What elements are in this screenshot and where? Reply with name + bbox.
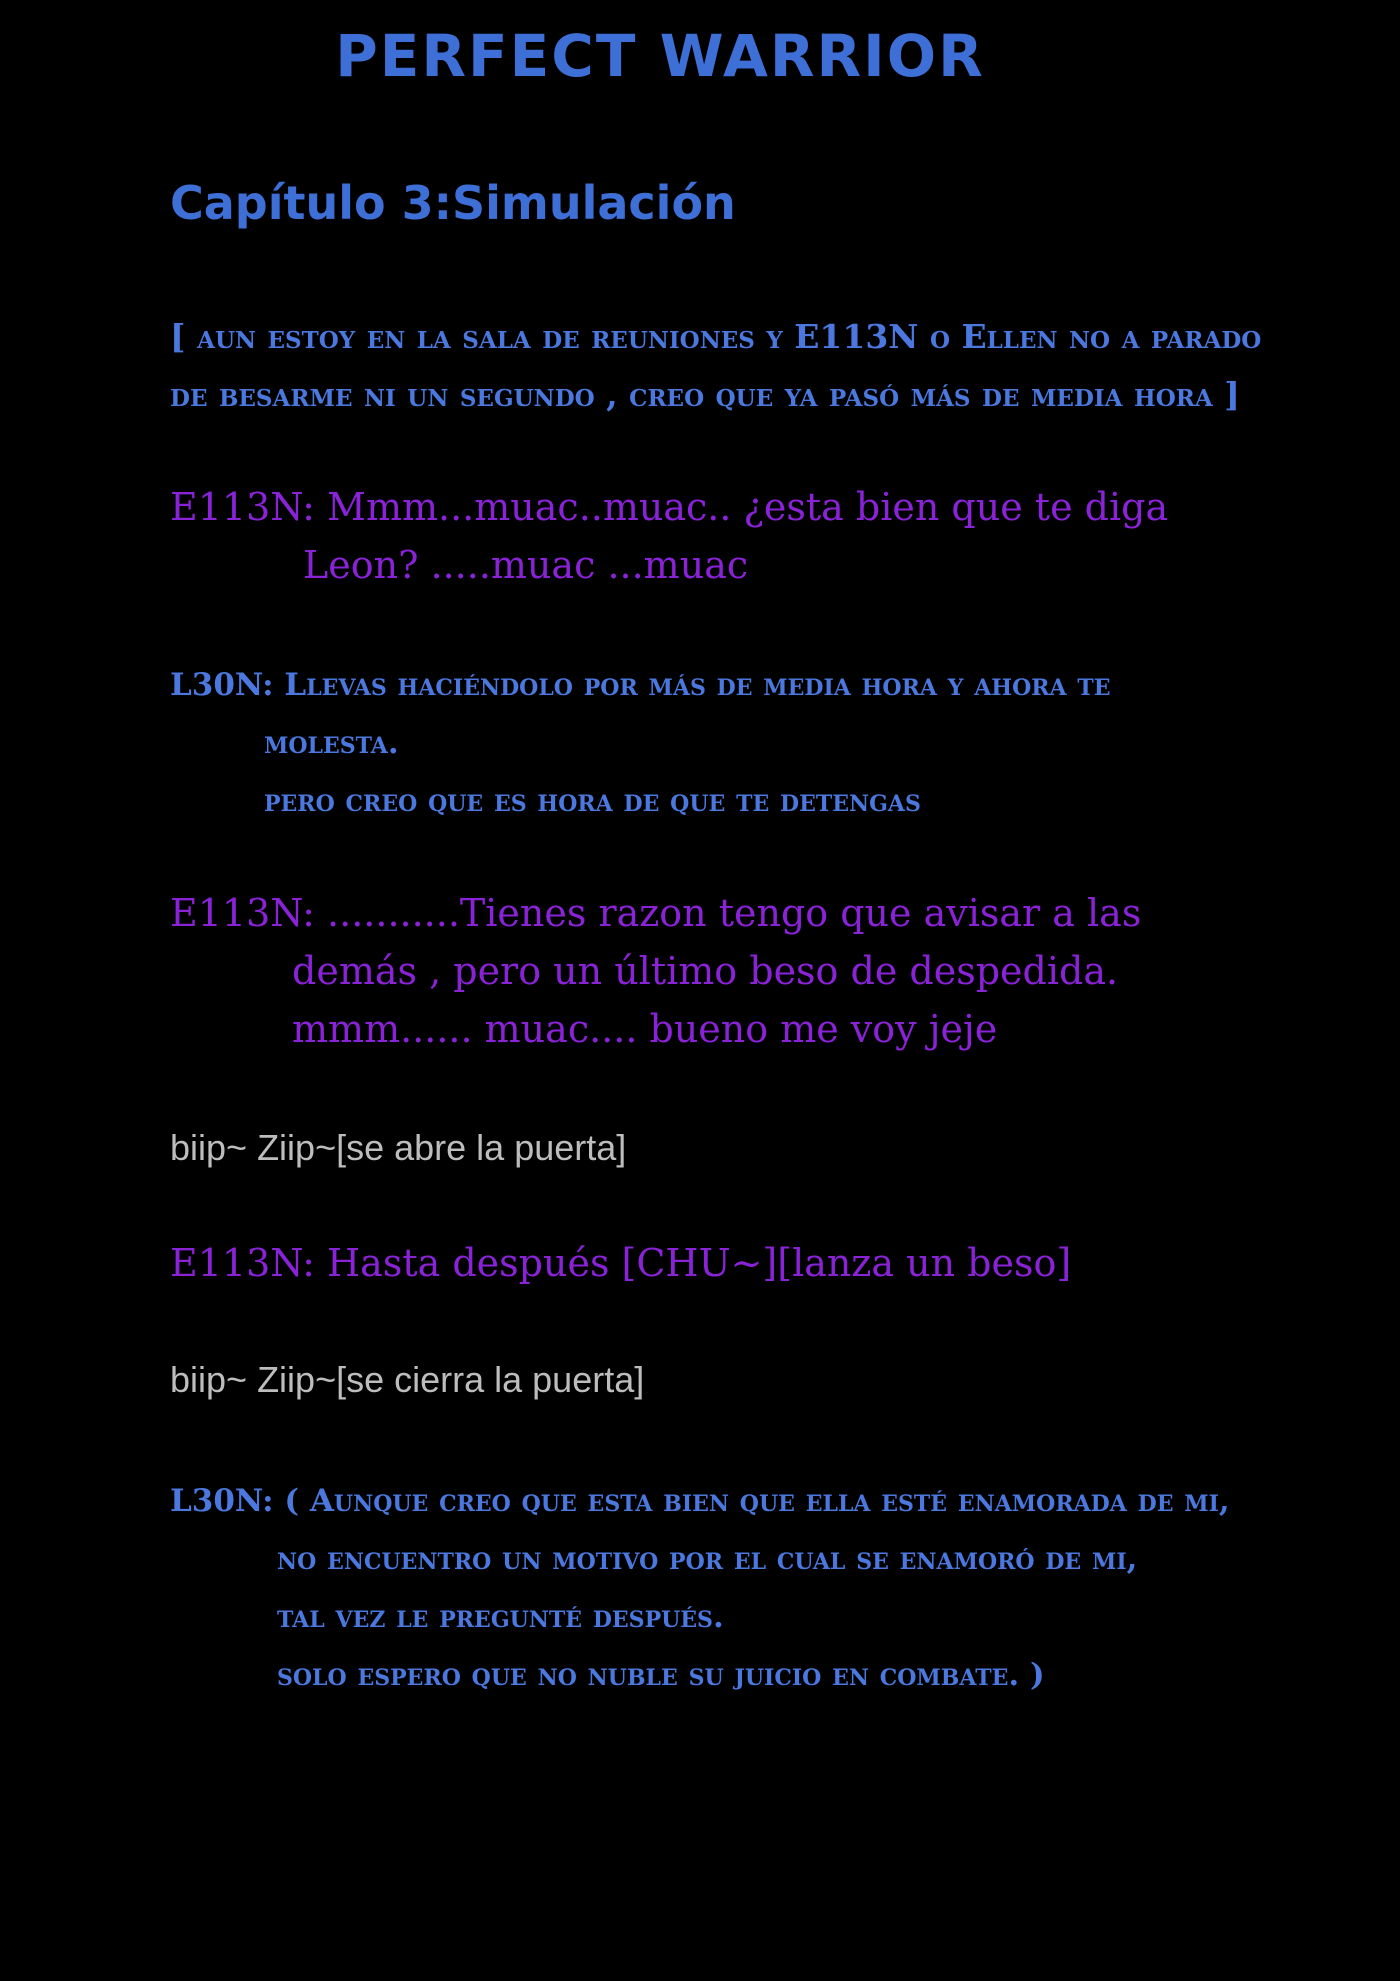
dialogue-line: L30N: ( Aunque creo que esta bien que ella esté enamorada de mi, bbox=[170, 1483, 1230, 1519]
ellen-dialogue-1 bbox=[170, 478, 1300, 594]
narration-line: de besarme ni un segundo , creo que ya pasó más de media hora ] bbox=[170, 375, 1240, 414]
ellen-dialogue-2 bbox=[170, 884, 1300, 1058]
dialogue-line: pero creo que es hora de que te detengas bbox=[264, 783, 921, 819]
dialogue-line: E113N: Hasta después [CHU~][lanza un beso] bbox=[170, 1241, 1072, 1285]
sfx-line: biip~ Ziip~[se abre la puerta] bbox=[170, 1127, 627, 1168]
dialogue-line: molesta. bbox=[264, 725, 399, 761]
dialogue-line: L30N: Llevas haciéndolo por más de media hora y ahora te bbox=[170, 667, 1111, 703]
dialogue-line: mmm...... muac.... bueno me voy jeje bbox=[292, 1007, 998, 1051]
dialogue-line: E113N: Mmm...muac..muac.. ¿esta bien que te diga bbox=[170, 485, 1169, 529]
dialogue-line: demás , pero un último beso de despedida. bbox=[292, 949, 1119, 993]
sound-effect-door-open bbox=[170, 1124, 1300, 1172]
dialogue-line: E113N: ...........Tienes razon tengo que avisar a las bbox=[170, 891, 1142, 935]
sound-effect-door-close bbox=[170, 1356, 1300, 1404]
narration-paragraph bbox=[170, 308, 1300, 424]
dialogue-line: solo espero que no nuble su juicio en combate. ) bbox=[277, 1657, 1045, 1693]
sfx-line: biip~ Ziip~[se cierra la puerta] bbox=[170, 1359, 645, 1400]
dialogue-line: no encuentro un motivo por el cual se enamoró de mi, bbox=[277, 1541, 1138, 1577]
book-title: PERFECT WARRIOR bbox=[335, 22, 985, 90]
dialogue-line: Leon? .....muac ...muac bbox=[303, 543, 749, 587]
narration-line: [ aun estoy en la sala de reuniones y E113N o Ellen no a parado bbox=[170, 317, 1262, 356]
leon-dialogue-1 bbox=[170, 656, 1300, 830]
ellen-dialogue-3 bbox=[170, 1234, 1300, 1292]
leon-dialogue-2 bbox=[170, 1472, 1300, 1704]
chapter-title: Capítulo 3:Simulación bbox=[170, 176, 736, 230]
dialogue-line: tal vez le pregunté después. bbox=[277, 1599, 724, 1635]
